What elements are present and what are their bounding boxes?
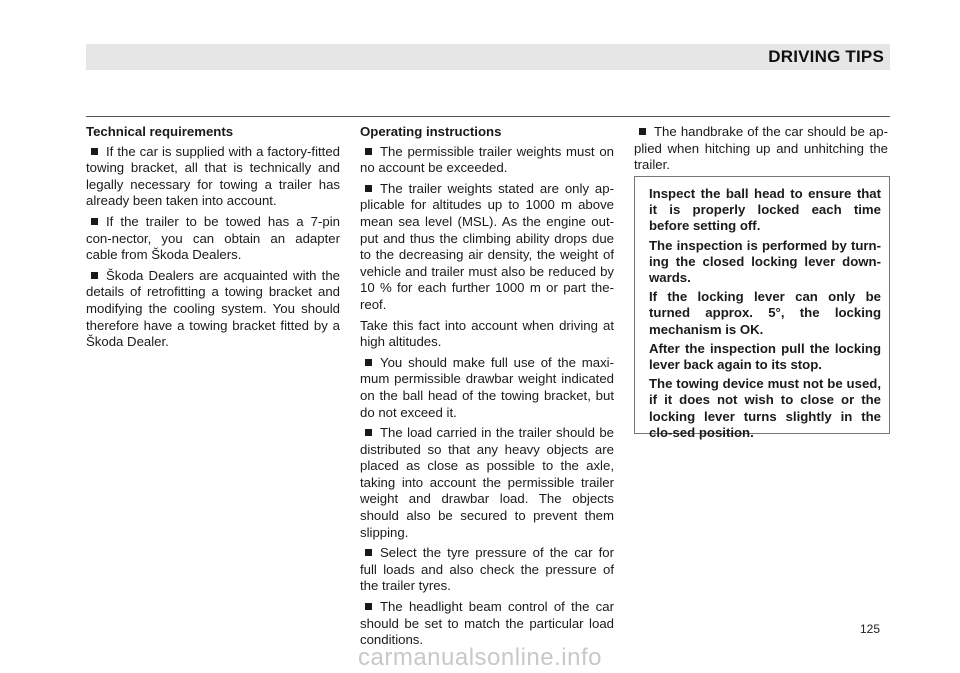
technical-requirements-section [86, 124, 340, 355]
list-item: Škoda Dealers are acquainted with the details of retrofitting a towing bracket and modifying the cooling system. You should therefore have a towing bracket fitted by a Škoda Dealer. [86, 267, 340, 350]
caution-paragraph: The towing device must not be used, if it does not wish to close or the locking lever turns slightly in the clo-sed position. [649, 376, 881, 440]
handbrake-section [634, 124, 888, 178]
list-item: Select the tyre pressure of the car for full loads and also check the pressure of the trailer tyres. [360, 545, 614, 594]
list-item: You should make full use of the maxi-mum permissible drawbar weight indicated on the ball head of the towing bracket, but do not exceed it. [360, 354, 614, 420]
list-item: The trailer weights stated are only ap-plicable for altitudes up to 1000 m above mean sea level (MSL). As the engine out-put and thus the climbing ability drops due to the decreasing air density, the weight of vehicle and trailer must also be reduced by 10 % for each further 1000 m or part the-reof. [360, 180, 614, 312]
caution-paragraph: The inspection is performed by turn-ing the closed locking lever down-wards. [649, 237, 881, 286]
paragraph: Take this fact into account when driving at high altitudes. [360, 317, 614, 350]
list-item: The handbrake of the car should be ap-plied when hitching up and unhitching the trailer. [634, 124, 888, 173]
page-title: DRIVING TIPS [768, 47, 884, 66]
top-divider [86, 116, 890, 117]
list-item: The permissible trailer weights must on no account be exceeded. [360, 143, 614, 176]
operating-instructions-section [360, 124, 614, 653]
list-item: If the trailer to be towed has a 7-pin con-nector, you can obtain an adapter cable from Škoda Dealers. [86, 213, 340, 263]
section-heading: Operating instructions [360, 124, 502, 139]
section-heading: Technical requirements [86, 124, 234, 139]
caution-paragraph: If the locking lever can only be turned approx. 5°, the locking mechanism is OK. [649, 289, 881, 337]
caution-paragraph: After the inspection pull the locking lever back again to its stop. [649, 340, 881, 373]
watermark: carmanualsonline.info [358, 644, 602, 671]
list-item: If the car is supplied with a factory-fitted towing bracket, all that is technically and legally necessary for towing a trailer has already been taken into account. [86, 143, 340, 209]
header-band [86, 44, 890, 70]
list-item: The headlight beam control of the car should be set to match the particular load conditions. [360, 599, 614, 648]
list-item: The load carried in the trailer should be distributed so that any heavy objects are placed as close as possible to the axle, taking into account the permissible trailer weight and drawbar load. The objects should also be secured to prevent them slipping. [360, 425, 614, 540]
caution-box [634, 176, 890, 440]
page-number: 125 [860, 622, 881, 636]
caution-paragraph: Inspect the ball head to ensure that it is properly locked each time before setting off. [649, 186, 881, 234]
